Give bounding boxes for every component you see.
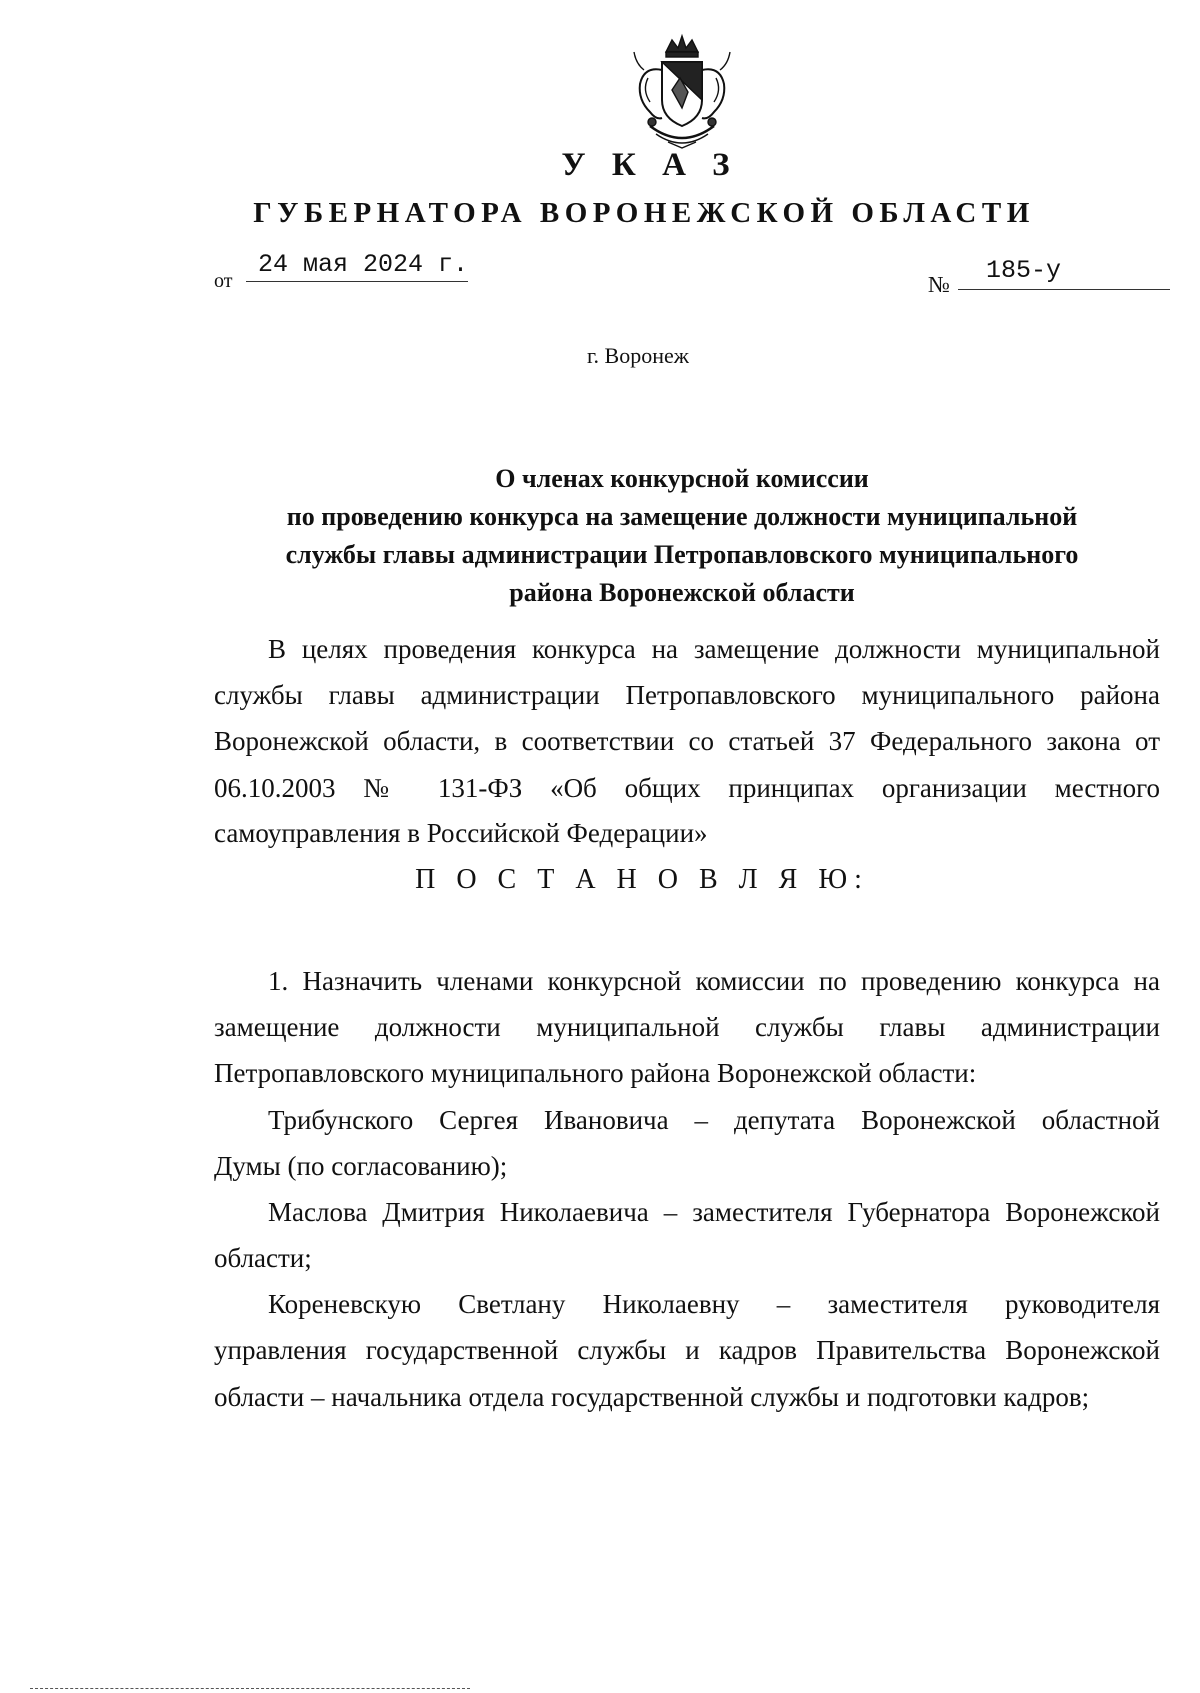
coat-of-arms-icon bbox=[628, 30, 736, 154]
preamble-line: службы главы администрации Петропавловского муниципального района bbox=[214, 680, 1160, 710]
member-line: области – начальника отдела государственной службы и подготовки кадров; bbox=[214, 1382, 1090, 1412]
preamble-line: В целях проведения конкурса на замещение должности муниципальной bbox=[268, 634, 1160, 664]
member-line: Думы (по согласованию); bbox=[214, 1151, 508, 1181]
subject-line: службы главы администрации Петропавловского муниципального bbox=[285, 540, 1079, 569]
decree-subject bbox=[214, 460, 1150, 612]
preamble-line: 06.10.2003 № 131-ФЗ «Об общих принципах организации местного bbox=[214, 773, 1160, 803]
number-value: 185-у bbox=[958, 256, 1170, 290]
item-line: Петропавловского муниципального района Воронежской области: bbox=[214, 1058, 977, 1088]
document-type-title: У К А З bbox=[561, 147, 739, 183]
subject-line: по проведению конкурса на замещение должности муниципальной bbox=[286, 502, 1078, 531]
date-value: 24 мая 2024 г. bbox=[246, 250, 468, 282]
member-line: управления государственной службы и кадров Правительства Воронежской bbox=[214, 1335, 1160, 1365]
city-line: г. Воронеж bbox=[587, 343, 689, 368]
member-line: Маслова Дмитрия Николаевича – заместителя Губернатора Воронежской bbox=[268, 1197, 1160, 1227]
preamble-line: Воронежской области, в соответствии со статьей 37 Федерального закона от bbox=[214, 726, 1160, 756]
decree-word: П О С Т А Н О В Л Я Ю: bbox=[415, 864, 869, 895]
issuer-title: ГУБЕРНАТОРА ВОРОНЕЖСКОЙ ОБЛАСТИ bbox=[253, 197, 1035, 229]
member-line: области; bbox=[214, 1243, 312, 1273]
number-prefix: № bbox=[928, 272, 950, 297]
subject-line: района Воронежской области bbox=[509, 578, 855, 607]
subject-line: О членах конкурсной комиссии bbox=[495, 464, 869, 493]
item-line: замещение должности муниципальной службы главы администрации bbox=[214, 1012, 1160, 1042]
member-line: Кореневскую Светлану Николаевну – заместителя руководителя bbox=[268, 1289, 1160, 1319]
item-line: 1. Назначить членами конкурсной комиссии по проведению конкурса на bbox=[268, 966, 1160, 996]
member-line: Трибунского Сергея Ивановича – депутата Воронежской областной bbox=[268, 1105, 1160, 1135]
preamble-line: самоуправления в Российской Федерации» bbox=[214, 818, 708, 848]
page-bottom-rule bbox=[30, 1688, 470, 1689]
date-prefix: от bbox=[214, 270, 233, 292]
